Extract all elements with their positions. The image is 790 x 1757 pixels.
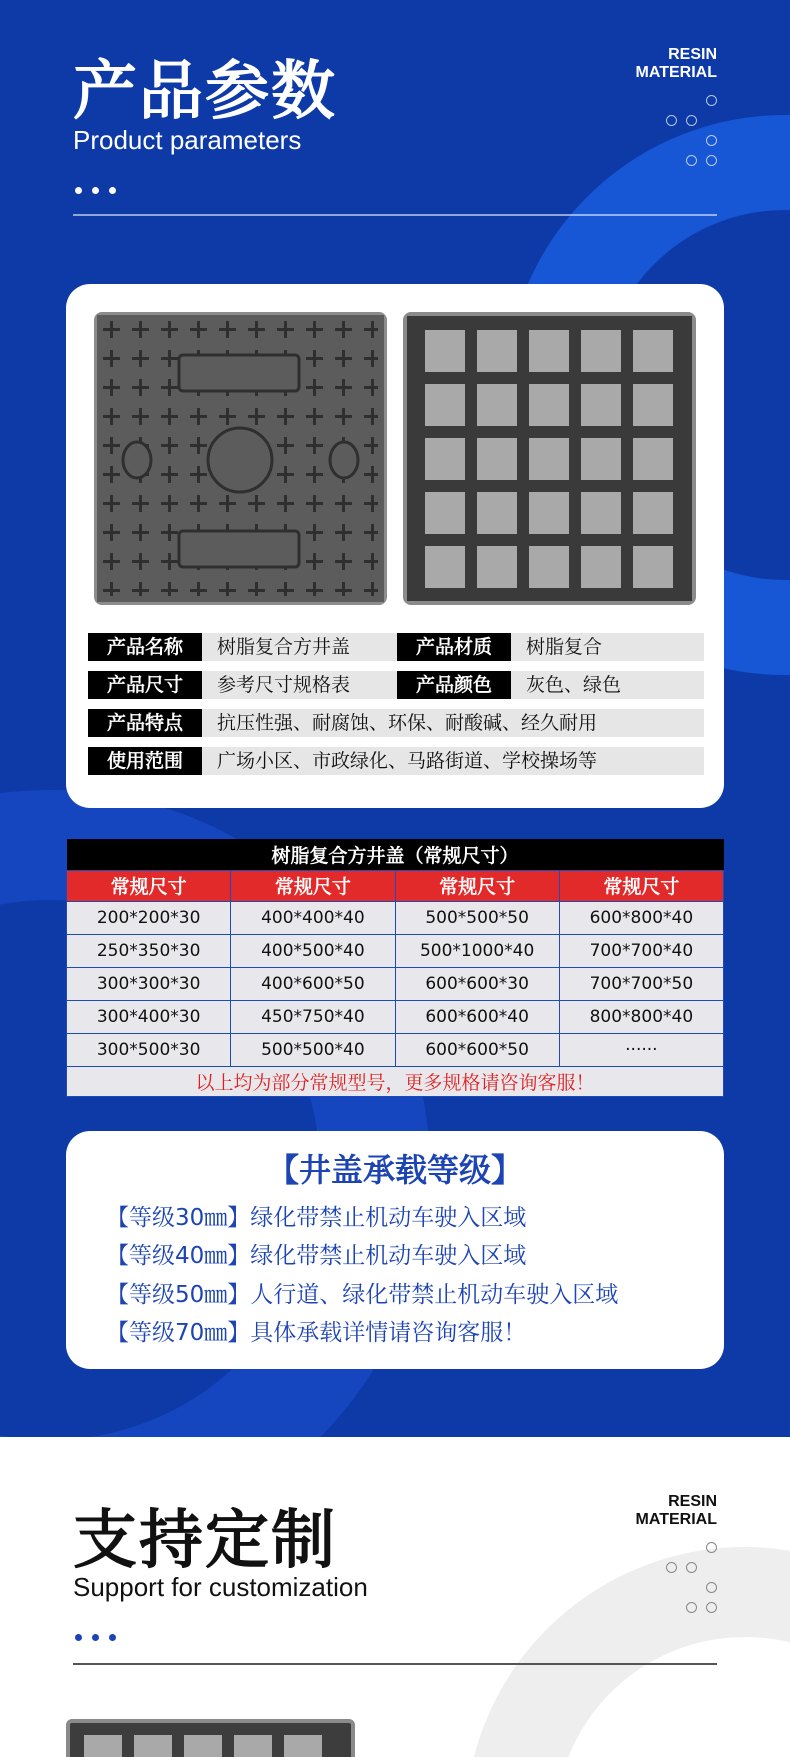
manhole-cover-top-image	[94, 312, 387, 605]
spec-value: 参考尺寸规格表	[202, 671, 397, 699]
spec-row-usage	[88, 747, 704, 775]
load-level-item: 【等级40㎜】绿化带禁止机动车驶入区域	[106, 1243, 527, 1269]
spec-row-size	[88, 671, 704, 699]
brand-tag	[636, 46, 717, 82]
table-cell: 500*1000*40	[395, 934, 559, 967]
table-cell: 400*400*40	[231, 901, 395, 934]
load-level-item: 【等级70㎜】具体承载详情请咨询客服！	[106, 1320, 527, 1346]
section-subtitle: Product parameters	[73, 125, 302, 155]
table-cell: ······	[559, 1033, 723, 1066]
background-ring-gray	[465, 1547, 790, 1757]
brand-dots-icon	[657, 95, 717, 165]
spec-row-name	[88, 633, 704, 661]
section-title: 产品参数	[73, 55, 337, 129]
table-cell: 400*600*50	[231, 967, 395, 1000]
brand-line-1: RESIN	[668, 1493, 717, 1510]
table-cell: 600*600*30	[395, 967, 559, 1000]
table-note: 以上均为部分常规型号，更多规格请咨询客服！	[67, 1066, 724, 1096]
load-level-title: 【井盖承载等级】	[266, 1151, 523, 1189]
table-cell: 500*500*40	[231, 1033, 395, 1066]
table-cell: 800*800*40	[559, 1000, 723, 1033]
spec-label: 产品特点	[88, 709, 202, 737]
load-level-card	[66, 1131, 724, 1369]
manhole-cover-bottom-image	[403, 312, 696, 605]
custom-product-image	[66, 1719, 355, 1757]
column-header: 常规尺寸	[395, 870, 559, 901]
spec-value: 树脂复合方井盖	[202, 633, 397, 661]
column-header: 常规尺寸	[231, 870, 395, 901]
table-cell: 200*200*30	[67, 901, 231, 934]
table-cell: 300*400*30	[67, 1000, 231, 1033]
table-cell: 300*300*30	[67, 967, 231, 1000]
table-cell: 450*750*40	[231, 1000, 395, 1033]
header-divider	[73, 1663, 717, 1665]
table-row	[67, 901, 724, 934]
spec-value: 树脂复合	[511, 633, 704, 661]
table-cell: 700*700*50	[559, 967, 723, 1000]
decorative-dots	[75, 1634, 116, 1641]
brand-line-2: MATERIAL	[635, 64, 717, 81]
customization-section	[0, 1437, 790, 1757]
spec-label: 使用范围	[88, 747, 202, 775]
spec-row-features	[88, 709, 704, 737]
spec-value: 灰色、绿色	[511, 671, 704, 699]
table-cell: 600*600*40	[395, 1000, 559, 1033]
table-row	[67, 934, 724, 967]
column-header: 常规尺寸	[559, 870, 723, 901]
spec-value: 抗压性强、耐腐蚀、环保、耐酸碱、经久耐用	[202, 709, 704, 737]
table-row	[67, 967, 724, 1000]
brand-line-1: RESIN	[668, 46, 717, 63]
table-row	[67, 1000, 724, 1033]
table-cell: 400*500*40	[231, 934, 395, 967]
table-cell: 600*800*40	[559, 901, 723, 934]
table-cell: 250*350*30	[67, 934, 231, 967]
brand-line-2: MATERIAL	[635, 1511, 717, 1528]
cover-bottom-pattern	[407, 316, 692, 601]
section-title: 支持定制	[73, 1504, 337, 1578]
brand-tag	[636, 1493, 717, 1529]
brand-dots-icon	[657, 1542, 717, 1612]
spec-label: 产品颜色	[397, 671, 511, 699]
header-divider	[73, 214, 717, 216]
table-row	[67, 1033, 724, 1066]
table-cell: 600*600*50	[395, 1033, 559, 1066]
cover-top-pattern	[97, 315, 384, 602]
size-table	[66, 839, 724, 1097]
table-title: 树脂复合方井盖（常规尺寸）	[67, 839, 724, 870]
spec-label: 产品尺寸	[88, 671, 202, 699]
decorative-dots	[75, 187, 116, 194]
table-cell: 500*500*50	[395, 901, 559, 934]
spec-value: 广场小区、市政绿化、马路街道、学校操场等	[202, 747, 704, 775]
spec-label: 产品材质	[397, 633, 511, 661]
section-subtitle: Support for customization	[73, 1572, 368, 1602]
table-cell: 700*700*40	[559, 934, 723, 967]
custom-cover-pattern	[70, 1723, 351, 1757]
spec-label: 产品名称	[88, 633, 202, 661]
table-cell: 300*500*30	[67, 1033, 231, 1066]
load-level-item: 【等级50㎜】人行道、绿化带禁止机动车驶入区域	[106, 1282, 619, 1308]
column-header: 常规尺寸	[67, 870, 231, 901]
load-level-item: 【等级30㎜】绿化带禁止机动车驶入区域	[106, 1205, 527, 1231]
product-card	[66, 284, 724, 808]
